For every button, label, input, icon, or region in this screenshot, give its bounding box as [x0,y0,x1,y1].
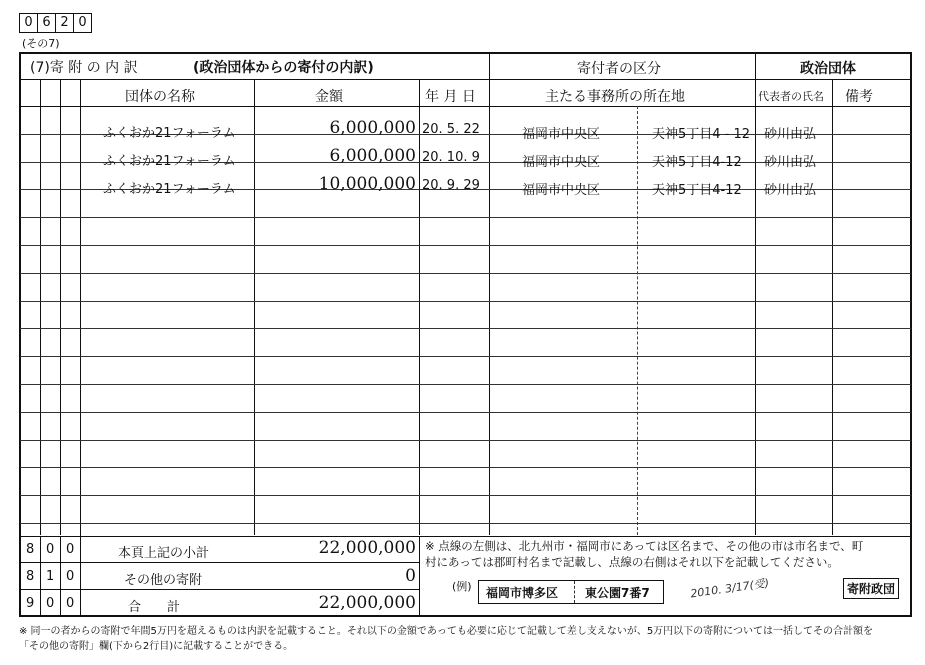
donor-category-label: 寄付者の区分 [577,61,661,77]
handwritten-receipt-mark: 2010. 3/17(受) [689,576,770,601]
row-divider [20,384,911,385]
total-label: 本頁上記の小計 [118,546,210,561]
row-divider [20,523,911,524]
total-code-digit: 8 [26,542,35,557]
total-code-digit: 8 [26,569,35,584]
section-title: (7)寄 附 の 内 訳 [30,60,138,76]
total-code-digit: 9 [26,596,35,611]
header-representative: 代表者の氏名 [758,90,824,103]
row-date: 20. 5. 22 [422,122,480,137]
row-divider [20,245,911,246]
form-code-digit: 2 [56,14,74,32]
footer-note-line2: 「その他の寄附」欄(下から2行目)に記載することができる。 [19,641,294,652]
form-code-digit: 0 [78,15,87,30]
example-city: 福岡市博多区 [486,586,559,600]
header-amount: 金額 [315,89,343,105]
total-code-digit: 0 [46,596,55,611]
form-code-digit: 0 [20,14,38,32]
dotted-note-line2: 村にあっては郡町村名まで記載し、点線の右側はそれ以下を記載してください。 [425,555,839,569]
header-address: 主たる事務所の所在地 [545,89,685,105]
section-subtitle: (政治団体からの寄付の内訳) [193,60,374,76]
row-divider [20,495,911,496]
row-name: ふくおか21フォーラム [103,182,236,197]
total-code-digit: 0 [46,542,55,557]
donor-category-value: 政治団体 [800,61,856,77]
dotted-note-line1: ※ 点線の左側は、北九州市・福岡市にあっては区名まで、その他の市は市名まで、町 [425,539,864,553]
row-amount: 6,000,000 [329,146,416,166]
row-date: 20. 10. 9 [422,150,480,165]
row-divider [20,467,911,468]
row-divider [20,217,911,218]
header-remarks: 備考 [845,89,873,105]
row-address-city: 福岡市中央区 [522,155,601,170]
total-label: 合 計 [128,600,181,615]
row-divider [20,412,911,413]
row-divider [20,301,911,302]
total-code-digit: 0 [66,596,75,611]
row-divider [20,356,911,357]
row-address-city: 福岡市中央区 [522,183,601,198]
form-code [19,13,92,33]
total-label: その他の寄附 [124,573,203,588]
footer-note-line1: ※ 同一の者からの寄附で年間5万円を超えるものは内訳を記載すること。それ以下の金額であっても必要に応じて記載して差し支えないが、5万円以下の寄附については一括してその合計額を [19,626,873,637]
row-representative: 砂川由弘 [764,155,817,170]
row-name: ふくおか21フォーラム [103,154,236,169]
row-amount: 10,000,000 [318,174,416,194]
sheet-label: (その7) [22,37,60,50]
header-name: 団体の名称 [125,89,195,105]
stamp-label: 寄附政団 [843,578,899,599]
row-divider [20,273,911,274]
form-code-digit: 6 [38,14,56,32]
row-representative: 砂川由弘 [764,127,817,142]
total-code-digit: 1 [46,569,55,584]
row-address-city: 福岡市中央区 [522,127,601,142]
row-representative: 砂川由弘 [764,183,817,198]
example-street: 東公園7番7 [585,586,650,600]
row-address-street: 天神5丁目4 - 12 [652,127,751,142]
row-date: 20. 9. 29 [422,178,480,193]
total-amount: 0 [405,566,416,586]
total-code-digit: 0 [66,569,75,584]
row-divider [20,440,911,441]
total-code-digit: 0 [66,542,75,557]
total-amount: 22,000,000 [318,593,416,613]
row-address-street: 天神5丁目4-12 [652,155,742,170]
header-date: 年 月 日 [425,89,476,105]
total-amount: 22,000,000 [318,538,416,558]
row-divider [20,328,911,329]
row-amount: 6,000,000 [329,118,416,138]
example-label: (例) [452,580,472,593]
row-address-street: 天神5丁目4-12 [652,183,742,198]
row-name: ふくおか21フォーラム [103,126,236,141]
